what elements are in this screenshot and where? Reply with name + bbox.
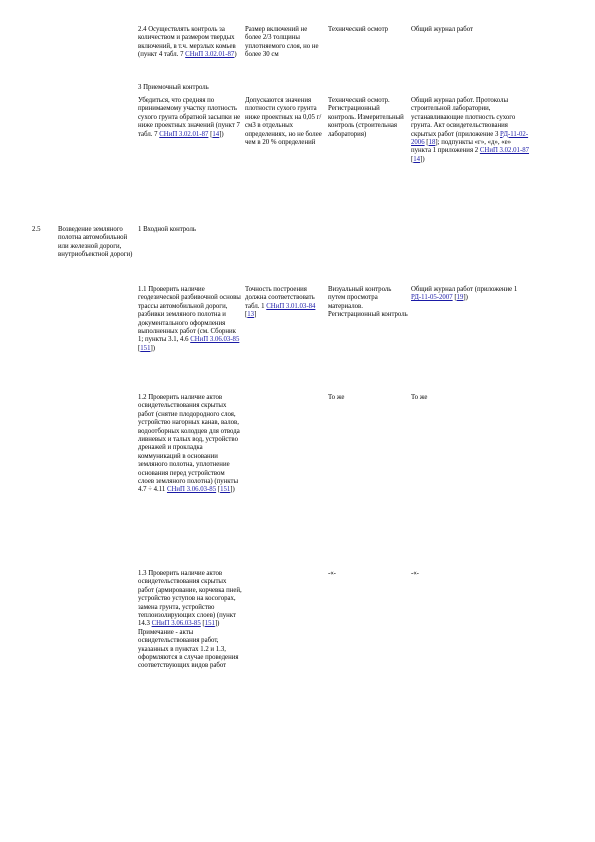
reference-link[interactable]: 19 bbox=[456, 294, 464, 302]
reference-link[interactable]: СНиП 3.02.01-87 bbox=[159, 130, 209, 138]
row6-task-text bbox=[138, 394, 242, 495]
text-segment: Возведение земляного полотна автомобильной или железной дороги, внутриобъектной дороги) bbox=[58, 226, 133, 259]
reference-link[interactable]: 151 bbox=[220, 486, 231, 494]
text-segment: ]) bbox=[219, 130, 224, 138]
text-segment: 1 Входной контроль bbox=[138, 226, 196, 233]
row7-method-text bbox=[328, 570, 408, 578]
row7-document-text bbox=[411, 570, 531, 578]
row1-tolerance-text bbox=[245, 26, 323, 60]
text-segment: ]) bbox=[150, 344, 155, 352]
text-segment: Убедиться, что средняя по принимаемому участку плотность сухого грунта обратной засыпки не ниже проектных значений (пункт 7 табл. 7 bbox=[138, 97, 241, 138]
text-segment: Общий журнал работ (приложение 1 bbox=[411, 286, 518, 293]
text-segment: [ bbox=[245, 311, 248, 319]
reference-link[interactable]: 151 bbox=[140, 344, 151, 352]
text-segment: [ bbox=[138, 344, 141, 352]
reference-link[interactable]: СНиП 3.06.03-85 bbox=[190, 336, 240, 344]
text-segment: То же bbox=[328, 394, 345, 401]
row7-task-text bbox=[138, 570, 242, 671]
row1-document-text bbox=[411, 26, 531, 34]
input-control-heading bbox=[138, 226, 242, 234]
reference-link[interactable]: 14 bbox=[413, 155, 421, 163]
text-segment: Точность построения должна соответствовать табл. 1 bbox=[245, 286, 315, 310]
row5-tolerance-text bbox=[245, 286, 323, 320]
text-segment: 2.5 bbox=[32, 226, 41, 233]
text-segment: [ bbox=[200, 620, 205, 628]
row3-method-text bbox=[328, 97, 408, 139]
reference-link[interactable]: РД-11-02-2006 bbox=[411, 130, 529, 147]
row5-method-text bbox=[328, 286, 408, 320]
acceptance-control-heading bbox=[138, 84, 242, 92]
text-segment: Визуальный контроль путем просмотра материалов. Регистрационный контроль bbox=[328, 286, 408, 319]
reference-link[interactable]: 14 bbox=[212, 130, 220, 138]
section-title bbox=[58, 226, 136, 260]
text-segment: 3 Приемочный контроль bbox=[138, 84, 209, 91]
text-segment: -«- bbox=[411, 570, 419, 577]
row1-method-text bbox=[328, 26, 408, 34]
text-segment: Общий журнал работ bbox=[411, 26, 474, 33]
row6-document-text bbox=[411, 394, 531, 402]
text-segment: [ bbox=[424, 139, 429, 147]
row3-tolerance-text bbox=[245, 97, 323, 147]
reference-link[interactable]: СНиП 3.02.01-87 bbox=[479, 147, 530, 155]
text-segment: Общий журнал работ. Протоколы строительной лаборатории, устанавливающие плотность сухого грунта. Акт освидетельствования скрытых работ (приложение 3 bbox=[411, 97, 516, 138]
text-segment: ]) bbox=[230, 486, 235, 494]
row6-method-text bbox=[328, 394, 408, 402]
text-segment: 1.1 Проверить наличие геодезической разбивочной основы трассы автомобильной дороги, разбивки земляного полотна и документального оформления выполненных работ (см. Сборник 1; пункты 3.1, 4.6 bbox=[138, 286, 241, 344]
row5-document-text bbox=[411, 286, 531, 303]
reference-link[interactable]: СНиП 3.01.03-84 bbox=[266, 302, 316, 310]
text-segment: 2.4 Осуществлять контроль за количеством и размером твердых включений, в т.ч. мерзлых комьев (пункт 4 табл. 7 bbox=[138, 26, 236, 59]
text-segment: ] bbox=[254, 311, 257, 319]
reference-link[interactable]: СНиП 3.06.03-85 bbox=[151, 620, 201, 628]
text-segment: ]; подпункты «г», «д», «е» пункта 1 приложения 2 bbox=[411, 139, 512, 155]
text-segment: [ bbox=[452, 294, 457, 302]
text-segment: 1.2 Проверить наличие актов освидетельствования скрытых работ (снятие плодородного слоя, устройство нагорных канав, валов, водоотборных колодцев для отвода ливневых и талых вод, устройство дренажей и прокладка коммуникаций в основании земляного полотна, уплотнение основания перед устройством слоев земляного полотна) (пункты 4.7 ÷ 4.11 bbox=[138, 394, 240, 494]
text-segment: -«- bbox=[328, 570, 336, 577]
text-segment: 1.3 Проверить наличие актов освидетельствования скрытых работ (армирование, корчевка пней, устройство уступов на косогорах, замена грунта, устройство теплоизолирующих слоев) (пункт 14.3 bbox=[138, 570, 242, 628]
text-segment: ]) bbox=[214, 620, 220, 628]
text-segment: [ bbox=[216, 486, 221, 494]
reference-link[interactable]: 13 bbox=[247, 311, 255, 319]
reference-link[interactable]: 18 bbox=[428, 139, 436, 147]
text-segment: Технический осмотр bbox=[328, 26, 389, 33]
reference-link[interactable]: СНиП 3.06.03-85 bbox=[166, 486, 217, 494]
reference-link[interactable]: РД-11-05-2007 bbox=[411, 294, 453, 302]
text-segment: Допускаются значения плотности сухого грунта ниже проектных на 0,05 г/см3 в отдельных определениях, но не более чем в 20 % определений bbox=[245, 97, 322, 147]
text-segment: Технический осмотр. Регистрационный контроль. Измерительный контроль (строительная лаборатория) bbox=[328, 97, 404, 138]
row3-task-text bbox=[138, 97, 242, 139]
text-segment: Примечание - акты освидетельствования работ, указанных в пунктах 1.2 и 1.3, оформляются в случае проведения соответствующих видов работ bbox=[138, 628, 239, 670]
text-segment: То же bbox=[411, 394, 428, 401]
text-segment: ]) bbox=[463, 294, 468, 302]
row1-task-text bbox=[138, 26, 242, 60]
text-segment: Размер включений не более 2/3 толщины уплотняемого слоя, но не более 30 см bbox=[245, 26, 319, 59]
text-segment: [ bbox=[411, 155, 414, 163]
text-segment: [ bbox=[208, 130, 213, 138]
text-segment: ) bbox=[234, 51, 237, 59]
text-segment: ]) bbox=[420, 155, 425, 163]
section-number bbox=[32, 226, 58, 234]
row3-document-text bbox=[411, 97, 531, 164]
reference-link[interactable]: СНиП 3.02.01-87 bbox=[185, 51, 235, 59]
row5-task-text bbox=[138, 286, 242, 353]
reference-link[interactable]: 151 bbox=[204, 620, 215, 628]
